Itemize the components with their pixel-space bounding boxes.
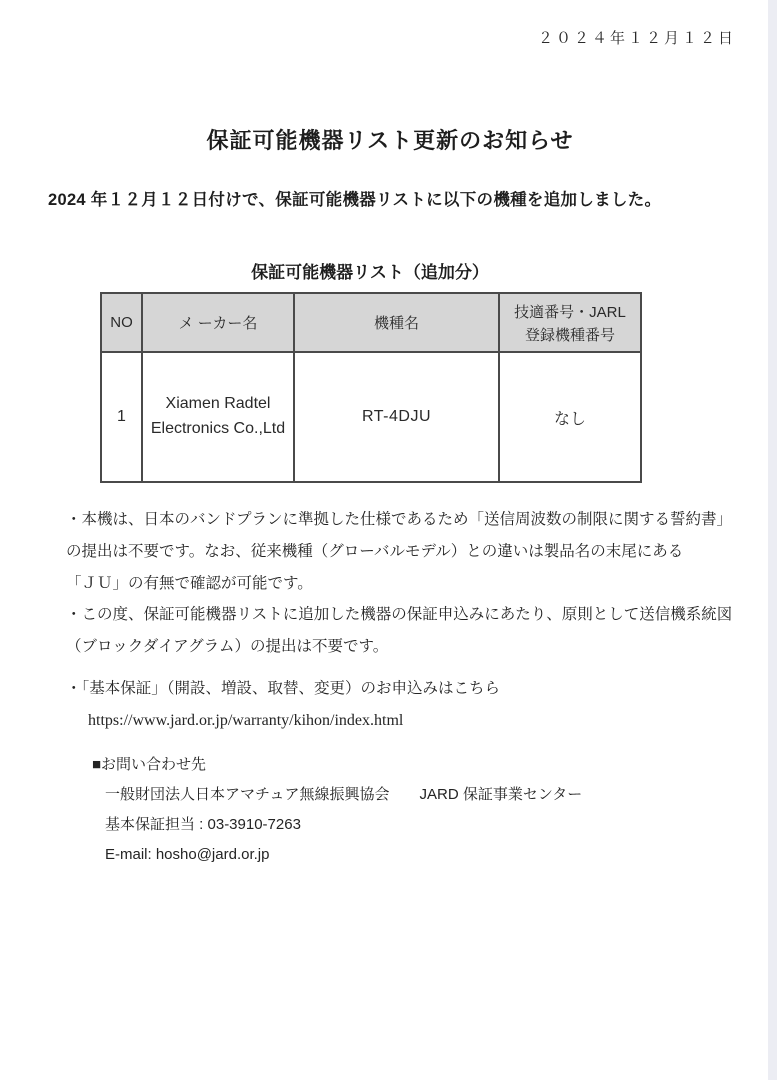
contact-email: E-mail: hosho@jard.or.jp <box>105 846 270 863</box>
note-line: の提出は不要です。なお、従来機種（グローバルモデル）との違いは製品名の末尾にある <box>66 543 684 560</box>
table-title: 保証可能機器リスト（追加分） <box>251 263 489 282</box>
note-line: ・「基本保証」（開設、増設、取替、変更）のお申込みはこちら <box>66 680 501 697</box>
note-bandplan <box>66 504 773 600</box>
document-date: ２０２４年１２月１２日 <box>537 30 736 47</box>
warranty-url-link[interactable]: https://www.jard.or.jp/warranty/kihon/index.html <box>88 712 404 729</box>
equipment-table <box>100 292 642 483</box>
note-line: （ブロックダイアグラム）の提出は不要です。 <box>66 638 389 655</box>
cell-maker: Xiamen Radtel Electronics Co.,Ltd <box>142 352 294 482</box>
col-header-maker: メ ーカー名 <box>142 293 294 352</box>
document-title: 保証可能機器リスト更新のお知らせ <box>206 128 574 153</box>
note-line: ・この度、保証可能機器リストに追加した機器の保証申込みにあたり、原則として送信機系統図 <box>66 606 733 623</box>
intro-text: 2024 年１２月１２日付けで、保証可能機器リストに以下の機種を追加しました。 <box>48 191 662 209</box>
cell-model: RT-4DJU <box>294 352 499 482</box>
note-line: ・本機は、日本のバンドプランに準拠した仕様であるため「送信周波数の制限に関する誓約書」 <box>66 511 733 528</box>
contact-phone: 基本保証担当 : 03-3910-7263 <box>105 816 301 833</box>
col-header-no: NO <box>101 293 142 352</box>
contact-organization: 一般財団法人日本アマチュア無線振興協会 JARD 保証事業センター <box>105 786 583 803</box>
note-line: 「ＪＵ」の有無で確認が可能です。 <box>66 575 313 592</box>
contact-section <box>92 755 692 875</box>
cell-no: 1 <box>101 352 142 482</box>
col-header-cert <box>499 293 641 352</box>
col-header-model: 機種名 <box>294 293 499 352</box>
cell-cert: なし <box>499 352 641 482</box>
table-header-row <box>101 293 641 352</box>
col-header-cert-line1: 技適番号・JARL <box>514 303 626 321</box>
note-basic-warranty <box>66 673 773 705</box>
contact-heading: ■お問い合わせ先 <box>92 756 207 773</box>
note-blockdiagram <box>66 599 773 663</box>
table-row <box>101 352 641 482</box>
col-header-cert-line2: 登録機種番号 <box>524 326 615 344</box>
